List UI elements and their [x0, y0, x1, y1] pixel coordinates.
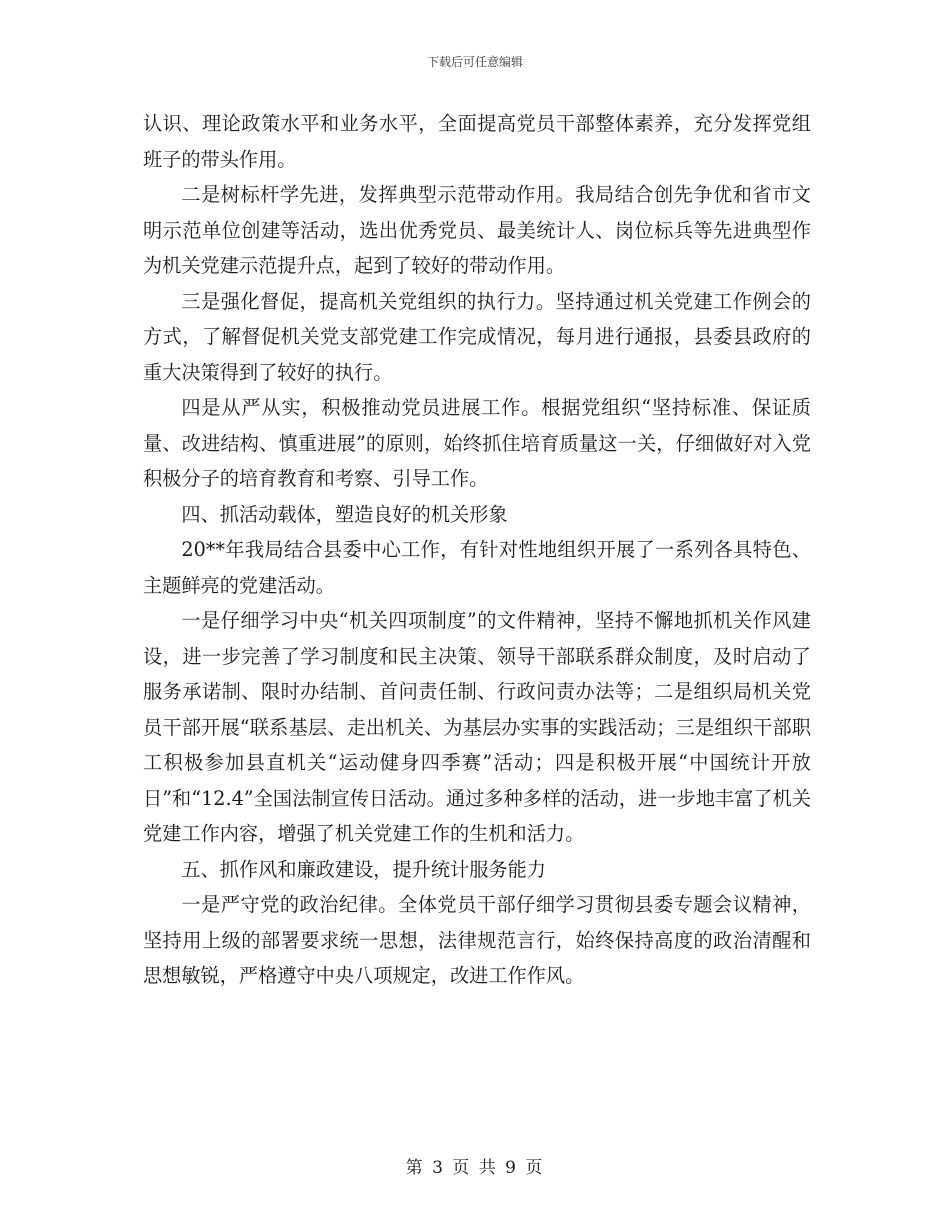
paragraph: 20**年我局结合县委中心工作，有针对性地组织开展了一系列各具特色、主题鲜亮的党建活动。 — [143, 538, 811, 597]
paragraph: 一是严守党的政治纪律。全体党员干部仔细学习贯彻县委专题会议精神，坚持用上级的部署要求统一思想，法律规范言行，始终保持高度的政治清醒和思想敏锐，严格遵守中央八项规定，改进工作作风。 — [143, 893, 811, 987]
paragraph: 认识、理论政策水平和业务水平，全面提高党员干部整体素养，充分发挥党组班子的带头作用。 — [143, 112, 811, 171]
section-heading: 五、抓作风和廉政建设，提升统计服务能力 — [181, 857, 546, 881]
paragraph: 三是强化督促，提高机关党组织的执行力。坚持通过机关党建工作例会的方式，了解督促机关党支部党建工作完成情况，每月进行通报，县委县政府的重大决策得到了较好的执行。 — [143, 289, 811, 384]
document-body — [143, 106, 811, 994]
page-header: 下载后可任意编辑 — [426, 55, 523, 69]
page-number-footer: 第 3 页 共 9 页 — [405, 1158, 545, 1178]
paragraph: 一是仔细学习中央“机关四项制度”的文件精神，坚持不懈地抓机关作风建设，进一步完善了学习制度和民主决策、领导干部联系群众制度，及时启动了服务承诺制、限时办结制、首问责任制、行政问责办法等；二是组织局机关党员干部开展“联系基层、走出机关、为基层办实事的实践活动；三是组织干部职工积极参加县直机关“运动健身四季赛”活动；四是积极开展“中国统计开放日”和“12.4”全国法制宣传日活动。通过多种多样的活动，进一步地丰富了机关党建工作内容，增强了机关党建工作的生机和活力。 — [143, 609, 811, 845]
paragraph: 四是从严从实，积极推动党员进展工作。根据党组织“坚持标准、保证质量、改进结构、慎重进展”的原则，始终抓住培育质量这一关，仔细做好对入党积极分子的培育教育和考察、引导工作。 — [143, 396, 811, 490]
section-heading: 四、抓活动载体，塑造良好的机关形象 — [181, 502, 508, 526]
paragraph: 二是树标杆学先进，发挥典型示范带动作用。我局结合创先争优和省市文明示范单位创建等活动，选出优秀党员、最美统计人、岗位标兵等先进典型作为机关党建示范提升点，起到了较好的带动作用。 — [143, 183, 811, 277]
